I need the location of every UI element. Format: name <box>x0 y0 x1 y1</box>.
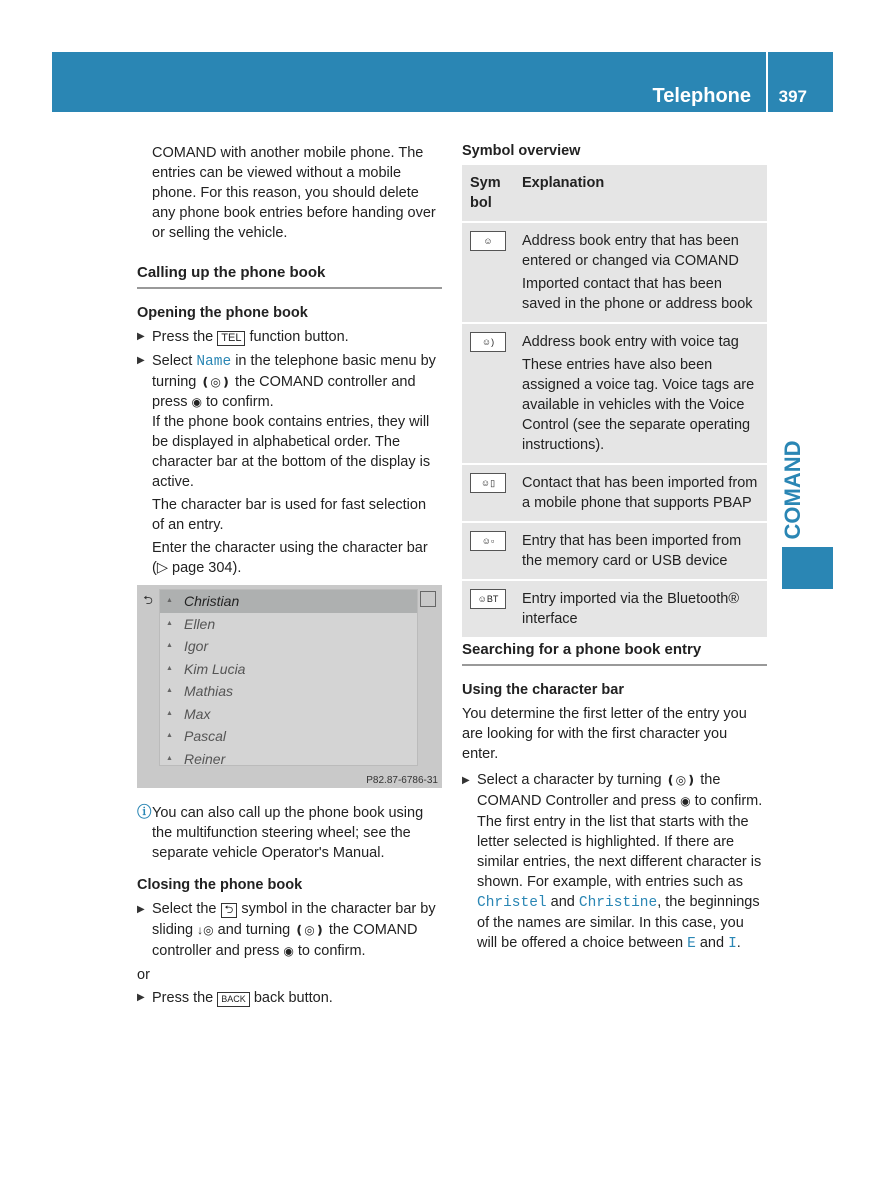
heading-character-bar: Using the character bar <box>462 682 624 698</box>
step-select-symbol: ▶ Select the ⮌ symbol in the character bar by sliding ↓◎ and turning ❪◎❫ the COMAND controller and press ◉ to confirm. <box>137 899 442 962</box>
list-item: ▲ Max <box>160 703 417 726</box>
contact-icon: ☺ <box>470 231 506 251</box>
heading-closing: Closing the phone book <box>137 877 303 893</box>
controller-slide-icon: ↓◎ <box>197 923 214 937</box>
phonebook-list <box>159 589 418 766</box>
controller-turn-icon: ❪◎❫ <box>294 923 325 937</box>
or-text: or <box>137 967 150 983</box>
paragraph-first-letter: You determine the first letter of the entry you are looking for with the first character you enter. <box>462 706 747 762</box>
intro-text: COMAND with another mobile phone. The entries can be viewed without a mobile phone. For this reason, you should delete any phone book entries before handing over or selling the vehicle. <box>152 145 436 241</box>
left-column <box>137 143 442 578</box>
image-caption: P82.87-6786-31 <box>366 775 438 786</box>
delete-icon <box>420 591 436 607</box>
list-item: ▲ Pascal <box>160 725 417 748</box>
right-column-lower <box>462 640 767 954</box>
controller-turn-icon: ❪◎❫ <box>200 375 231 389</box>
table-row: ☺BT Entry imported via the Bluetooth® interface <box>462 581 767 637</box>
phone-contact-icon: ☺▯ <box>470 473 506 493</box>
voice-tag-contact-icon: ☺) <box>470 332 506 352</box>
controller-press-icon: ◉ <box>283 944 294 958</box>
list-item: ▲ Igor <box>160 635 417 658</box>
back-key-icon: BACK <box>217 992 250 1007</box>
table-row: ☺ Address book entry that has been entered or changed via COMAND Imported contact that has been saved in the phone or address book <box>462 223 767 322</box>
heading-opening: Opening the phone book <box>137 305 308 321</box>
memory-card-contact-icon: ☺▫ <box>470 531 506 551</box>
table-row: ☺) Address book entry with voice tag These entries have also been assigned a voice tag. Voice tags are available in vehicles with the Voice Control (see the separate operating instructions). <box>462 324 767 463</box>
heading-symbol-overview: Symbol overview <box>462 143 581 159</box>
list-item: ▲ Reiner <box>160 748 417 771</box>
paragraph-highlight: The first entry in the list that starts with the letter selected is highlighted. If there are similar entries, the next different character is shown. For example, with entries such as Christel and Christine, the beginnings of the names are similar. In this case, you will be offered a choice between E and I. <box>477 814 762 952</box>
tel-key-icon: TEL <box>217 331 245 346</box>
section-title: Telephone <box>652 85 751 107</box>
side-label: COMAND <box>780 440 805 540</box>
paragraph-enter: Enter the character using the character bar (▷ page 304). <box>152 540 428 576</box>
paragraph-charbar: The character bar is used for fast selection of an entry. <box>152 497 427 533</box>
symbol-table <box>462 165 767 639</box>
table-row: ☺▫ Entry that has been imported from the memory card or USB device <box>462 523 767 579</box>
step-press-tel: ▶ Press the TEL function button. <box>137 327 442 347</box>
step-select-character: ▶ Select a character by turning ❪◎❫ the COMAND Controller and press ◉ to confirm. <box>462 770 767 812</box>
heading-calling: Calling up the phone book <box>137 263 442 289</box>
list-item: ▲ Ellen <box>160 613 417 636</box>
page-number: 397 <box>778 87 807 106</box>
page-header <box>52 52 833 112</box>
controller-press-icon: ◉ <box>680 794 691 808</box>
left-column-lower <box>137 803 442 1008</box>
paragraph-display: If the phone book contains entries, they will be displayed in alphabetical order. The character bar at the bottom of the display is active. <box>152 414 431 490</box>
list-item: ▲ Kim Lucia <box>160 658 417 681</box>
side-tab <box>782 547 833 589</box>
phonebook-screenshot <box>137 585 442 788</box>
back-icon: ⮌ <box>143 593 153 607</box>
bluetooth-contact-icon: ☺BT <box>470 589 506 609</box>
back-symbol-icon: ⮌ <box>221 903 238 918</box>
header-divider <box>766 52 768 112</box>
controller-turn-icon: ❪◎❫ <box>665 773 697 787</box>
list-item: ▲ Christian <box>160 590 417 613</box>
step-press-back: ▶ Press the BACK back button. <box>137 988 442 1008</box>
heading-searching: Searching for a phone book entry <box>462 640 767 666</box>
info-note: ⓘ You can also call up the phone book using the multifunction steering wheel; see the separate vehicle Operator's Manual. <box>137 805 424 861</box>
info-icon: ⓘ <box>137 805 152 821</box>
step-select-name: ▶ Select Name in the telephone basic menu by turning ❪◎❫ the COMAND controller and press ◉ to confirm. <box>137 351 442 412</box>
table-header: Sym bol Explanation <box>462 165 767 221</box>
list-item: ▲ Mathias <box>160 680 417 703</box>
table-row: ☺▯ Contact that has been imported from a mobile phone that supports PBAP <box>462 465 767 521</box>
controller-press-icon: ◉ <box>191 395 202 409</box>
